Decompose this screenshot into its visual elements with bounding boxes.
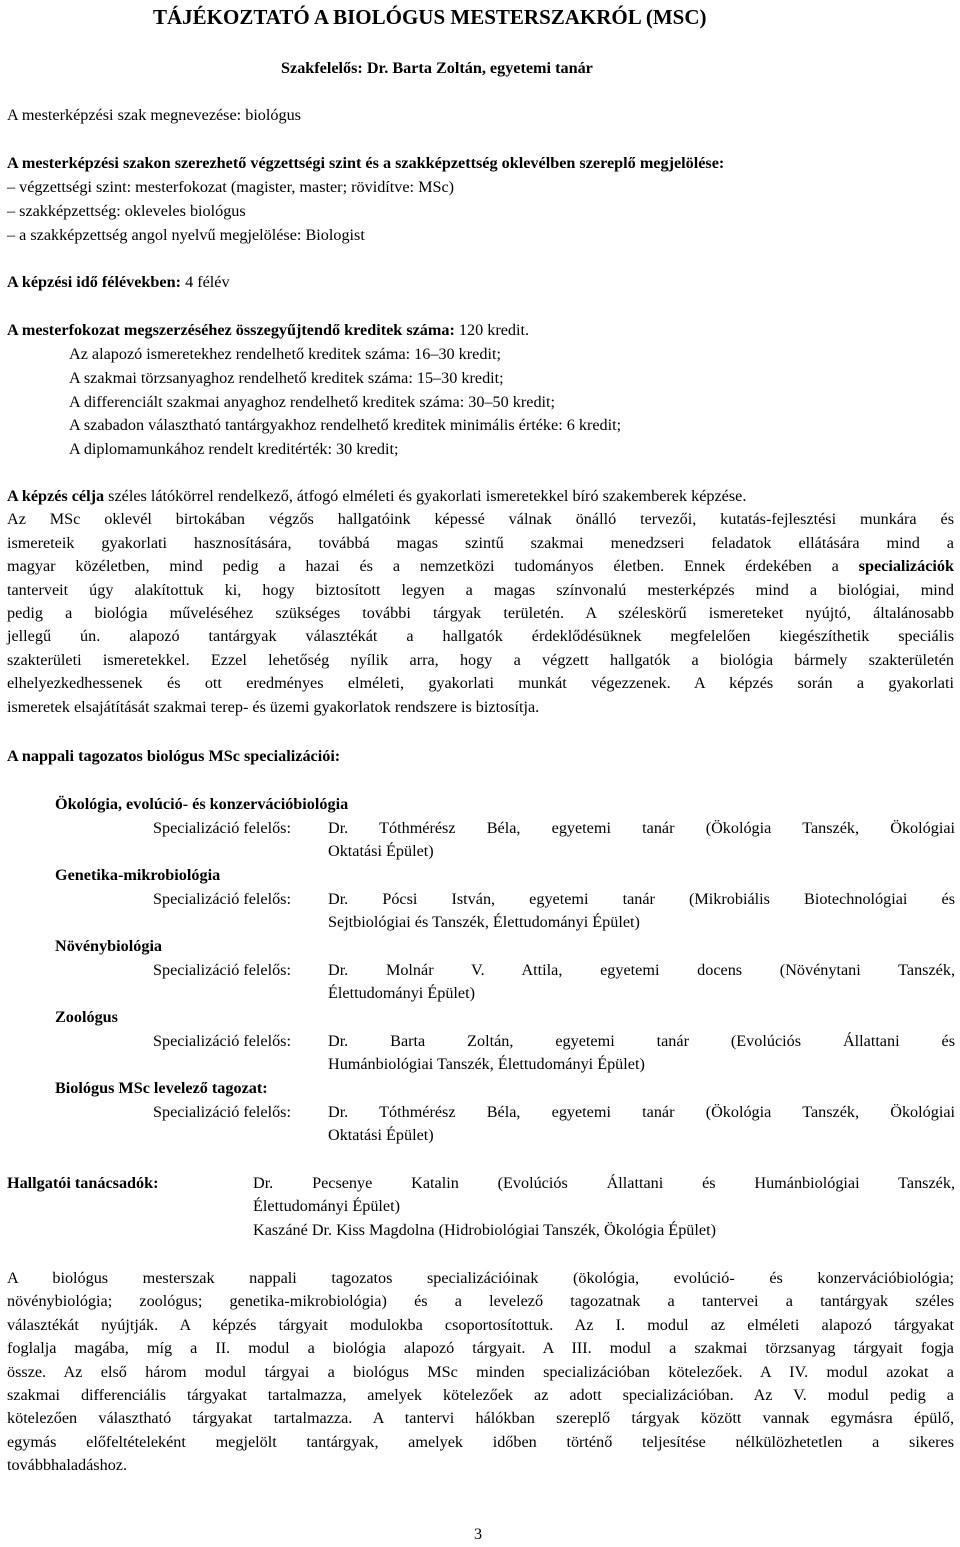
credit-item: Az alapozó ismeretekhez rendelhető kreditek száma: 16–30 kredit; bbox=[69, 345, 501, 363]
credit-item: A differenciált szakmai anyaghoz rendelhető kreditek száma: 30–50 kredit; bbox=[69, 393, 556, 411]
qualification-item: – szakképzettség: okleveles biológus bbox=[7, 202, 246, 220]
credit-item: A diplomamunkához rendelt kreditérték: 30 kredit; bbox=[69, 440, 399, 458]
credit-item: A szakmai törzsanyaghoz rendelhető kreditek száma: 15–30 kredit; bbox=[69, 369, 504, 387]
specialization-responsible: Dr. Tóthmérész Béla, egyetemi tanár (Ökológia Tanszék, Ökológiai Oktatási Épület) bbox=[328, 1103, 955, 1145]
goal-paragraph bbox=[7, 485, 954, 719]
specialization-responsible-label: Specializáció felelős: bbox=[153, 961, 291, 979]
advisors-list: Dr. Pecsenye Katalin (Evolúciós Állattani és Humánbiológiai Tanszék, Élettudományi Épület) Kaszáné Dr. Kiss Magdolna (Hidrobiológiai Tanszék, Ökológia Épület) bbox=[253, 1174, 955, 1239]
goal-line: magyar közéletben, mind pedig a hazai és a nemzetközi tudományos életben. Ennek érdekében a specializációk bbox=[7, 557, 954, 576]
goal-line: Az MSc oklevél birtokában végzős hallgatóink képessé válnak önálló tervezői, kutatás-fejlesztési munkára és bbox=[7, 510, 954, 529]
paragraph-line: foglalja magába, míg a II. modul a biológia alapozó tárgyait. A III. modul a szakmai törzsanyag tárgyait fogja bbox=[7, 1339, 954, 1358]
duration-value: 4 félév bbox=[185, 273, 230, 291]
paragraph-line: A biológus mesterszak nappali tagozatos specializációinak (ökológia, evolúció- és konzervációbiológia; bbox=[7, 1269, 954, 1287]
specialization-name: Ökológia, evolúció- és konzervációbiológia bbox=[55, 795, 349, 813]
specializations-term: specializációk bbox=[858, 557, 954, 576]
qualification-heading: A mesterképzési szakon szerezhető végzettségi szint és a szakképzettség oklevélben szereplő megjelölése: bbox=[7, 154, 725, 172]
specialization-responsible-label: Specializáció felelős: bbox=[153, 1032, 291, 1050]
goal-line: ismereteik gyakorlati hasznosítására, továbbá magas szintű szakmai menedzseri feladatok ellátására mind a bbox=[7, 533, 954, 552]
goal-lead: A képzés célja bbox=[7, 487, 105, 505]
specialization-responsible: Dr. Pócsi István, egyetemi tanár (Mikrobiális Biotechnológiai és Sejtbiológiai és Tanszék, Élettudományi Épület) bbox=[328, 890, 955, 932]
goal-line: tanterveit úgy alakítottuk ki, hogy biztosított legyen a magas színvonalú mesterképzés mind a biológiai, mind bbox=[7, 580, 954, 599]
goal-line: ismeretek elsajátítását szakmai terep- és üzemi gyakorlatok rendszere is biztosítja. bbox=[7, 697, 540, 716]
program-responsible: Szakfelelős: Dr. Barta Zoltán, egyetemi tanár bbox=[281, 59, 593, 77]
specialization-responsible: Dr. Tóthmérész Béla, egyetemi tanár (Ökológia Tanszék, Ökológiai Oktatási Épület) bbox=[328, 819, 955, 861]
goal-line: jellegű ún. alapozó tantárgyak választékát a hallgatók érdeklődésüknek megfelelően kiegészíthetik speciális bbox=[7, 627, 954, 646]
goal-line: A képzés célja széles látókörrel rendelkező, átfogó elméleti és gyakorlati ismeretekkel bíró szakemberek képzése. bbox=[7, 487, 747, 505]
specialization-name: Biológus MSc levelező tagozat: bbox=[55, 1079, 268, 1097]
paragraph-line: növénybiológia; zoológus; genetika-mikrobiológia) és a levelező tagozatnak a tantervei a tantárgyak széles bbox=[7, 1292, 954, 1311]
credits-label: A mesterfokozat megszerzéséhez összegyűjtendő kreditek száma: bbox=[7, 321, 455, 339]
qualification-item: – végzettségi szint: mesterfokozat (magister, master; rövidítve: MSc) bbox=[7, 178, 455, 196]
document-title: TÁJÉKOZTATÓ A BIOLÓGUS MESTERSZAKRÓL (MSC) bbox=[153, 5, 707, 29]
specialization-responsible-label: Specializáció felelős: bbox=[153, 890, 291, 908]
program-name-label: A mesterképzési szak megnevezése: bbox=[7, 106, 242, 124]
goal-line: szakterületi ismeretekkel. Ezzel lehetőség nyílik arra, hogy a végzett hallgatók a biológia bármely szakterületén bbox=[7, 650, 954, 669]
program-name-row bbox=[7, 104, 301, 127]
credits-row bbox=[7, 319, 529, 342]
paragraph-line: szakmai differenciális tárgyakat tartalmazza, amelyek kötelezőek az adott specializációban. Az V. modul pedig a bbox=[7, 1386, 954, 1405]
specialization-responsible: Dr. Molnár V. Attila, egyetemi docens (Növénytani Tanszék, Élettudományi Épület) bbox=[328, 961, 955, 1003]
credit-item: A szabadon választható tantárgyakhoz rendelhető kreditek minimális értéke: 6 kredit; bbox=[69, 416, 622, 434]
specialization-name: Zoológus bbox=[55, 1008, 118, 1026]
goal-line: pedig a biológia műveléséhez szükséges további tárgyak területén. A széleskörű ismereteket nyújtó, általánosabb bbox=[7, 604, 954, 623]
qualification-item: – a szakképzettség angol nyelvű megjelölése: Biologist bbox=[7, 226, 365, 244]
goal-line: elhelyezkedhessenek és ott eredményes elméleti, gyakorlati munkát végezzenek. A képzés során a gyakorlati bbox=[7, 674, 954, 693]
paragraph-line: választékát nyújtják. A képzés tárgyait modulokba csoportosítottuk. Az I. modul az elméleti alapozó tárgyakat bbox=[7, 1315, 954, 1334]
page-number: 3 bbox=[474, 1525, 483, 1543]
paragraph-line: össze. Az első három modul tárgyai a biológus MSc minden specializációban kötelezőek. A IV. modul azokat a bbox=[7, 1362, 954, 1381]
duration-row bbox=[7, 271, 230, 294]
curriculum-paragraph bbox=[7, 1267, 954, 1478]
specializations-heading: A nappali tagozatos biológus MSc specializációi: bbox=[7, 747, 341, 765]
specialization-responsible: Dr. Barta Zoltán, egyetemi tanár (Evolúciós Állattani és Humánbiológiai Tanszék, Élettudományi Épület) bbox=[328, 1032, 955, 1074]
paragraph-line: kötelezően választható tárgyakat tartalmazza. A tantervi hálókban szereplő tárgyak között vannak egymásra épülő, bbox=[7, 1409, 954, 1428]
specialization-responsible-label: Specializáció felelős: bbox=[153, 819, 291, 837]
specialization-responsible-label: Specializáció felelős: bbox=[153, 1103, 291, 1121]
credits-value: 120 kredit. bbox=[458, 321, 530, 339]
paragraph-line: egymás előfeltételeként megjelölt tantárgyak, amelyek időben történő teljesítése nélkülözhetetlen a sikeres bbox=[7, 1432, 954, 1451]
program-name-value: biológus bbox=[245, 106, 301, 124]
specialization-name: Növénybiológia bbox=[55, 937, 163, 955]
advisors-label: Hallgatói tanácsadók: bbox=[7, 1174, 159, 1192]
specialization-name: Genetika-mikrobiológia bbox=[55, 866, 221, 884]
paragraph-line: továbbhaladáshoz. bbox=[7, 1456, 128, 1475]
duration-label: A képzési idő félévekben: bbox=[7, 273, 182, 291]
